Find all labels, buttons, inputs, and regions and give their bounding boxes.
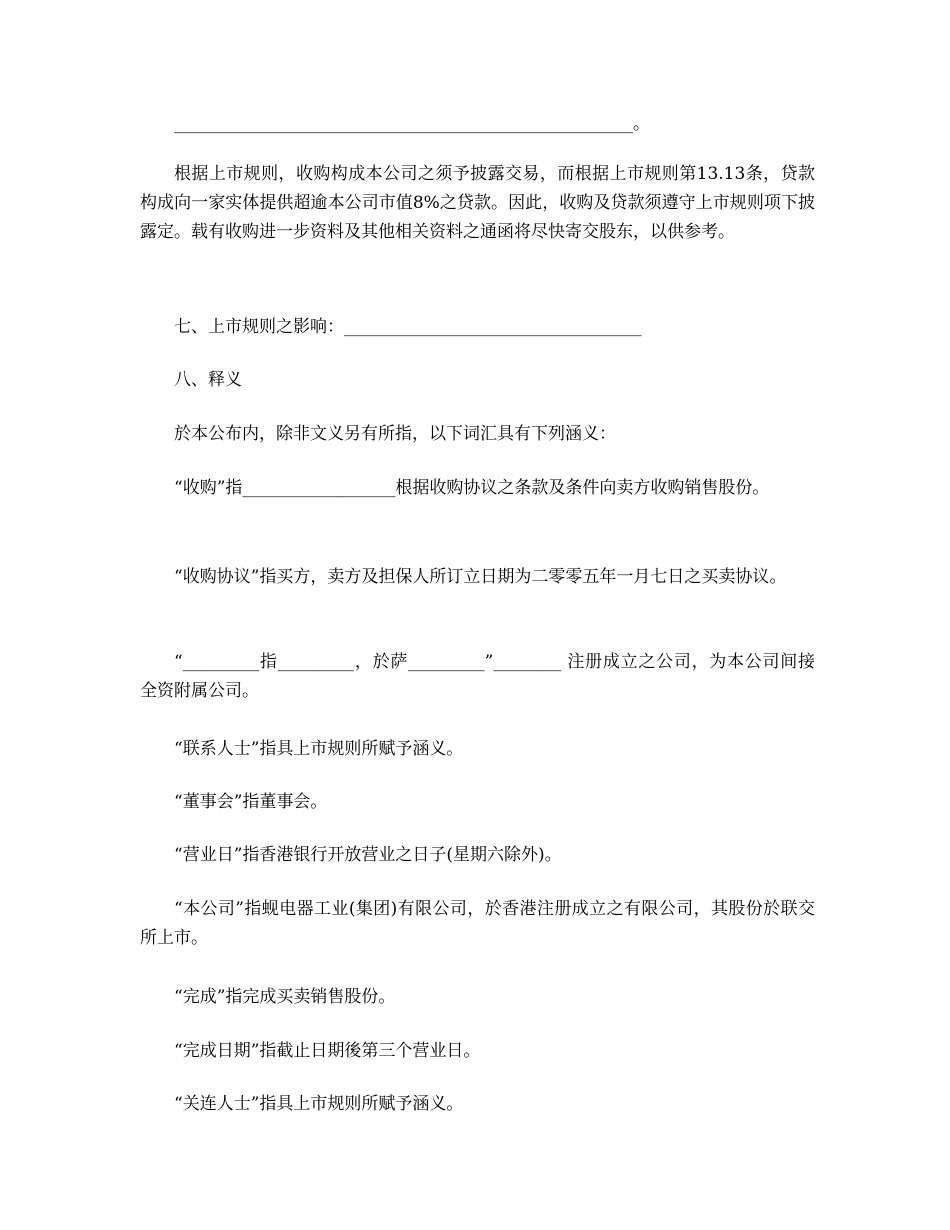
definition-completion-date: “完成日期”指截止日期後第三个营业日。 <box>174 1041 481 1061</box>
definition-completion: “完成”指完成买卖销售股份。 <box>174 987 396 1007</box>
definition-subsidiary: “_________指_________，於萨_________”________ 注册成立之公司，为本公司间接全资附属公司。 <box>140 652 815 701</box>
section-eight-heading: 八、释义 <box>174 370 242 390</box>
disclosure-paragraph: 根据上市规则，收购构成本公司之须予披露交易，而根据上市规则第13.13条，贷款构成向一家实体提供超逾本公司市值8%之贷款。因此，收购及贷款须遵守上市规则项下披露定。载有收购进一步资料及其他相关资料之通函将尽快寄交股东，以供参考。 <box>140 164 815 242</box>
definition-business-day: “营业日”指香港银行开放营业之日子(星期六除外)。 <box>174 845 562 865</box>
definition-acquisition: “收购”指__________________根据收购协议之条款及条件向卖方收购销售股份。 <box>174 478 770 498</box>
definition-company: “本公司”指蚬电器工业(集团)有限公司，於香港注册成立之有限公司，其股份於联交所上市。 <box>140 899 815 948</box>
definition-acquisition-agreement: “收购协议”指买方，卖方及担保人所订立日期为二零零五年一月七日之买卖协议。 <box>174 567 787 587</box>
definition-connected-person: “关连人士”指具上市规则所赋予涵义。 <box>174 1094 464 1114</box>
definitions-intro: 於本公布内，除非文义另有所指，以下词汇具有下列涵义： <box>174 424 616 444</box>
section-seven-heading: 七、上市规则之影响：___________________________________ <box>174 317 642 337</box>
definition-associate: “联系人士”指具上市规则所赋予涵义。 <box>174 739 464 759</box>
blank-line-paragraph: ______________________________________________________。 <box>174 114 650 134</box>
definition-board: “董事会”指董事会。 <box>174 792 328 812</box>
